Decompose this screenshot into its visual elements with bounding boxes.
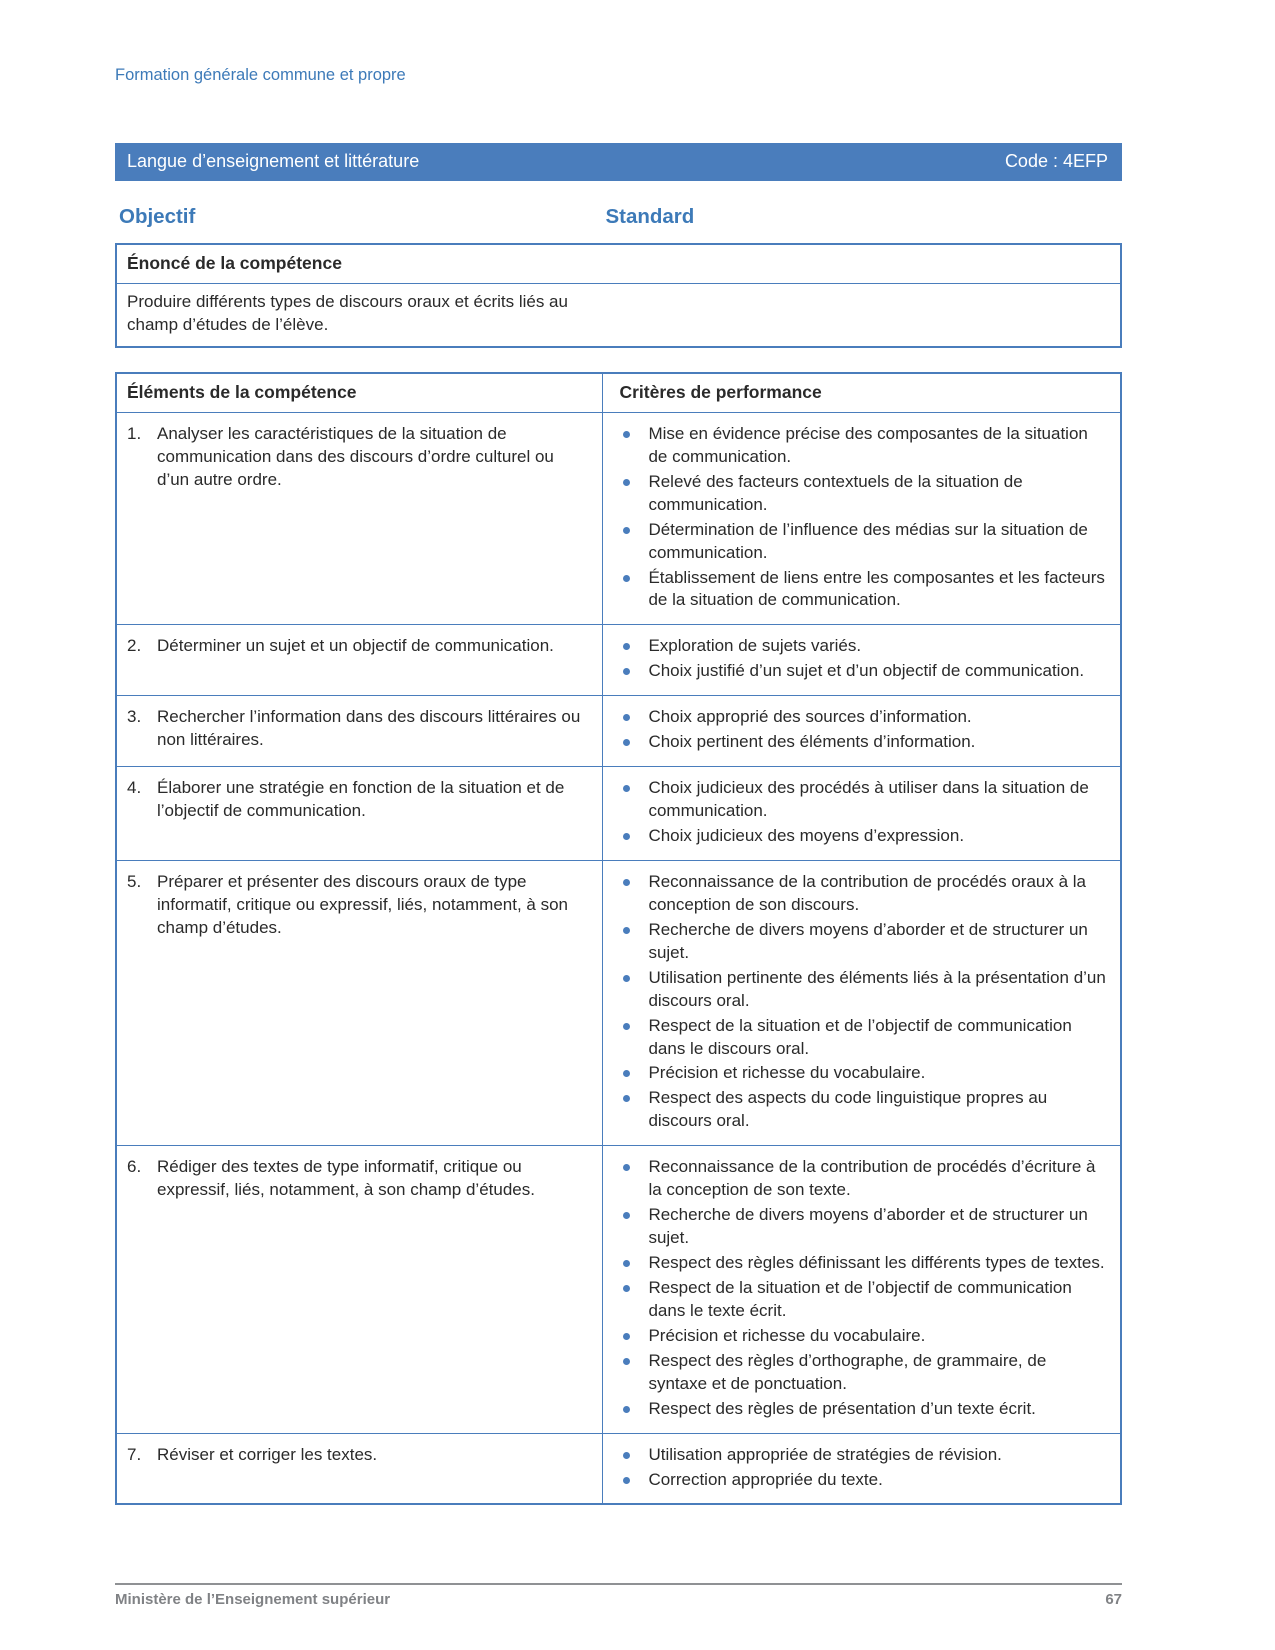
criteria-text: Recherche de divers moyens d’aborder et de structurer un sujet.: [648, 919, 1088, 962]
criteria-cell: [603, 767, 1120, 860]
criteria-text: Recherche de divers moyens d’aborder et de structurer un sujet.: [648, 1205, 1088, 1248]
criteria-item: [619, 1062, 1106, 1085]
criteria-text: Respect des règles de présentation d’un texte écrit.: [648, 1398, 1036, 1418]
criteria-text: Correction appropriée du texte.: [648, 1469, 883, 1489]
bullet-icon: [623, 643, 630, 650]
table-row: [117, 1146, 1120, 1433]
criteria-list: [619, 777, 1106, 848]
criteria-item: [619, 1469, 1106, 1492]
bullet-icon: [623, 1023, 630, 1030]
criteria-text: Précision et richesse du vocabulaire.: [648, 1325, 926, 1345]
criteria-text: Détermination de l’influence des médias sur la situation de communication.: [648, 519, 1088, 562]
element-number: 4.: [127, 778, 142, 798]
criteria-item: [619, 1204, 1106, 1250]
criteria-item: [619, 567, 1106, 613]
bullet-icon: [623, 1358, 630, 1365]
criteria-cell: [603, 413, 1120, 625]
element-text: Analyser les caractéristiques de la situation de communication dans des discours d’ordre culturel ou d’un autre ordre.: [157, 423, 554, 489]
criteria-item: [619, 660, 1106, 683]
criteria-item: [619, 1156, 1106, 1202]
bullet-icon: [623, 1477, 630, 1484]
element-text: Rechercher l’information dans des discours littéraires ou non littéraires.: [157, 707, 581, 750]
criteria-item: [619, 825, 1106, 848]
criteria-item: [619, 423, 1106, 469]
enonce-box: [115, 243, 1122, 348]
bullet-icon: [623, 975, 630, 982]
discipline-title: Langue d’enseignement et littérature: [127, 151, 420, 171]
criteria-item: [619, 471, 1106, 517]
table-row: [117, 696, 1120, 767]
element-number: 7.: [127, 1444, 142, 1464]
criteria-text: Reconnaissance de la contribution de procédés oraux à la conception de son discours.: [648, 871, 1087, 914]
table-row: [117, 861, 1120, 1146]
bullet-icon: [623, 479, 630, 486]
criteria-item: [619, 1087, 1106, 1133]
criteria-text: Respect des aspects du code linguistique propres au discours oral.: [648, 1088, 1048, 1131]
criteria-text: Choix judicieux des procédés à utiliser dans la situation de communication.: [648, 778, 1089, 821]
criteria-text: Reconnaissance de la contribution de procédés d’écriture à la conception de son texte.: [648, 1157, 1096, 1200]
criteria-text: Relevé des facteurs contextuels de la situation de communication.: [648, 471, 1023, 514]
element-number: 1.: [127, 423, 142, 443]
criteria-list: [619, 635, 1106, 683]
criteria-item: [619, 777, 1106, 823]
breadcrumb: Formation générale commune et propre: [115, 66, 406, 84]
criteria-item: [619, 635, 1106, 658]
element-number: 3.: [127, 707, 142, 727]
criteria-text: Précision et richesse du vocabulaire.: [648, 1063, 926, 1083]
criteria-text: Respect des règles définissant les différents types de textes.: [648, 1253, 1105, 1272]
table-header-row: [117, 374, 1120, 413]
table-row: [117, 625, 1120, 696]
bullet-icon: [623, 833, 630, 840]
bullet-icon: [623, 1212, 630, 1219]
criteria-item: [619, 1252, 1106, 1275]
criteria-item: [619, 731, 1106, 754]
criteria-text: Mise en évidence précise des composantes de la situation de communication.: [648, 423, 1088, 466]
enonce-title: Énoncé de la compétence: [117, 245, 1120, 284]
criteria-item: [619, 706, 1106, 729]
element-text: Élaborer une stratégie en fonction de la situation et de l’objectif de communication.: [157, 778, 565, 821]
element-text: Déterminer un sujet et un objectif de communication.: [157, 636, 554, 656]
objectif-heading: Objectif: [119, 205, 196, 228]
criteria-text: Respect de la situation et de l’objectif de communication dans le texte écrit.: [648, 1277, 1072, 1320]
bullet-icon: [623, 785, 630, 792]
criteria-text: Respect des règles d’orthographe, de grammaire, de syntaxe et de ponctuation.: [648, 1350, 1047, 1393]
criteria-text: Choix justifié d’un sujet et d’un objectif de communication.: [648, 661, 1085, 681]
page-footer: [115, 1583, 1122, 1608]
bullet-icon: [623, 1260, 630, 1267]
table-row: [117, 1434, 1120, 1504]
table-row: [117, 413, 1120, 626]
bullet-icon: [623, 1070, 630, 1077]
element-cell: [117, 696, 603, 766]
criteria-item: [619, 871, 1106, 917]
bullet-icon: [623, 1285, 630, 1292]
criteria-cell: [603, 861, 1120, 1145]
criteria-item: [619, 1350, 1106, 1396]
bullet-icon: [623, 1452, 630, 1459]
element-cell: [117, 1146, 603, 1432]
criteria-cell: [603, 696, 1120, 766]
criteria-item: [619, 919, 1106, 965]
criteria-text: Exploration de sujets variés.: [648, 636, 862, 656]
criteria-cell: [603, 1146, 1120, 1432]
criteria-cell: [603, 625, 1120, 695]
footer-ministry: Ministère de l’Enseignement supérieur: [115, 1591, 391, 1608]
bullet-icon: [623, 1095, 630, 1102]
element-cell: [117, 413, 603, 625]
bullet-icon: [623, 927, 630, 934]
footer-page-number: 67: [1105, 1591, 1122, 1608]
element-number: 6.: [127, 1157, 142, 1177]
criteria-item: [619, 1398, 1106, 1421]
element-cell: [117, 1434, 603, 1504]
criteria-list: [619, 706, 1106, 754]
table-header-elements: Éléments de la compétence: [117, 374, 603, 412]
enonce-body: Produire différents types de discours oraux et écrits liés au champ d’études de l’élève.: [127, 292, 568, 334]
criteria-text: Choix pertinent des éléments d’information.: [648, 732, 976, 752]
section-header-bar: [115, 143, 1122, 181]
bullet-icon: [623, 1406, 630, 1413]
bullet-icon: [623, 739, 630, 746]
criteria-text: Choix judicieux des moyens d’expression.: [648, 826, 965, 845]
criteria-text: Respect de la situation et de l’objectif de communication dans le discours oral.: [648, 1015, 1072, 1058]
criteria-item: [619, 519, 1106, 565]
criteria-item: [619, 1444, 1106, 1467]
bullet-icon: [623, 575, 630, 582]
criteria-cell: [603, 1434, 1120, 1504]
criteria-text: Choix approprié des sources d’information.: [648, 707, 972, 727]
criteria-item: [619, 1325, 1106, 1348]
criteria-item: [619, 967, 1106, 1013]
criteria-text: Établissement de liens entre les composantes et les facteurs de la situation de communication.: [648, 567, 1105, 610]
element-cell: [117, 861, 603, 1145]
bullet-icon: [623, 879, 630, 886]
column-headings: [119, 205, 1122, 229]
criteria-list: [619, 871, 1106, 1133]
criteria-list: [619, 1444, 1106, 1492]
competence-table-body: [117, 413, 1120, 1504]
criteria-list: [619, 423, 1106, 613]
element-cell: [117, 625, 603, 695]
element-text: Réviser et corriger les textes.: [157, 1444, 378, 1464]
bullet-icon: [623, 668, 630, 675]
element-text: Rédiger des textes de type informatif, critique ou expressif, liés, notamment, à son champ d’études.: [157, 1157, 535, 1200]
table-row: [117, 767, 1120, 861]
criteria-text: Utilisation pertinente des éléments liés à la présentation d’un discours oral.: [648, 967, 1106, 1010]
element-text: Préparer et présenter des discours oraux de type informatif, critique ou expressif, liés, notamment, à son champ d’études.: [157, 871, 569, 937]
bullet-icon: [623, 1333, 630, 1340]
element-number: 5.: [127, 871, 142, 891]
element-number: 2.: [127, 636, 142, 656]
bullet-icon: [623, 431, 630, 438]
competence-table: [115, 372, 1122, 1506]
bullet-icon: [623, 1164, 630, 1171]
criteria-item: [619, 1015, 1106, 1061]
element-cell: [117, 767, 603, 860]
bullet-icon: [623, 527, 630, 534]
standard-heading: Standard: [605, 205, 695, 228]
table-header-criteres: Critères de performance: [619, 381, 822, 402]
bullet-icon: [623, 714, 630, 721]
criteria-item: [619, 1277, 1106, 1323]
course-code: Code : 4EFP: [1004, 151, 1108, 171]
criteria-text: Utilisation appropriée de stratégies de révision.: [648, 1444, 1002, 1464]
criteria-list: [619, 1156, 1106, 1420]
